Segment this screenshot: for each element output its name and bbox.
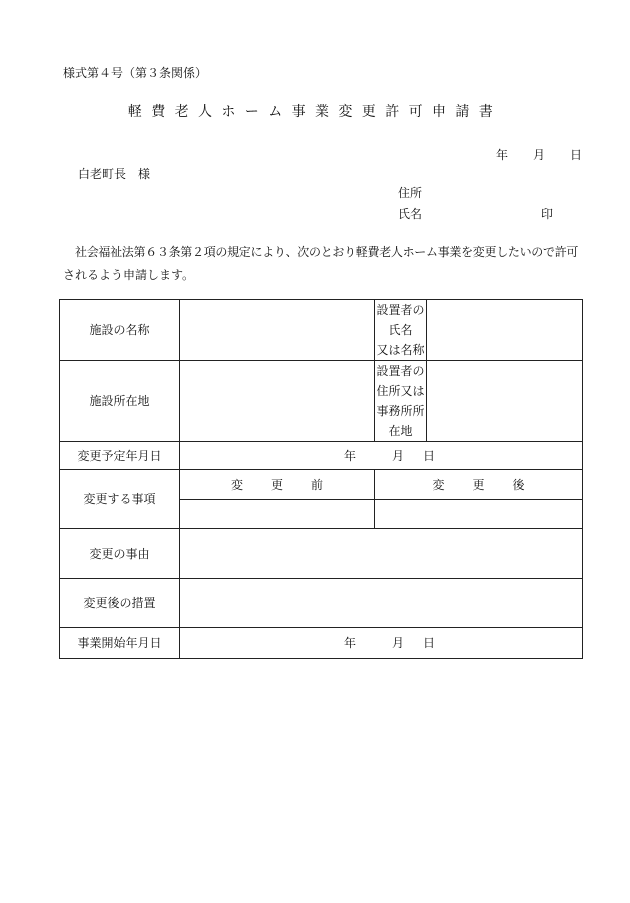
before-change-header bbox=[180, 470, 375, 500]
table-row bbox=[60, 361, 583, 442]
table-row bbox=[60, 529, 583, 579]
seal-mark: 印 bbox=[541, 207, 554, 221]
founder-name-field[interactable] bbox=[427, 300, 583, 361]
form-title: 軽費老人ホーム事業変更許可申請書 bbox=[127, 104, 503, 120]
facility-location-label: 施設所在地 bbox=[60, 361, 180, 442]
before-change-char-2: 更 bbox=[270, 477, 283, 492]
address-label: 住所 bbox=[398, 186, 423, 200]
founder-address-line-2: 事務所所在地 bbox=[376, 404, 425, 438]
form-number: 様式第４号（第３条関係） bbox=[63, 66, 208, 80]
date-month-label: 月 bbox=[533, 148, 546, 162]
change-items-label: 変更する事項 bbox=[60, 470, 180, 529]
date-year-label: 年 bbox=[496, 148, 509, 162]
after-change-char-2: 更 bbox=[472, 477, 485, 492]
founder-name-label bbox=[375, 300, 427, 361]
addressee: 白老町長 様 bbox=[78, 167, 151, 181]
statement-line-1: 社会福祉法第６３条第２項の規定により、次のとおり軽費老人ホーム事業を変更したいので許可 bbox=[75, 245, 579, 259]
planned-change-date-label: 変更予定年月日 bbox=[60, 442, 180, 470]
founder-name-line-1: 設置者の氏名 bbox=[376, 303, 425, 337]
application-form-table bbox=[59, 299, 583, 659]
start-day-label: 日 bbox=[422, 636, 435, 650]
facility-location-field[interactable] bbox=[180, 361, 375, 442]
planned-month-label: 月 bbox=[391, 448, 404, 463]
start-month-label: 月 bbox=[391, 636, 404, 650]
facility-name-label: 施設の名称 bbox=[60, 300, 180, 361]
planned-year-label: 年 bbox=[343, 448, 356, 463]
founder-name-line-2: 又は名称 bbox=[376, 343, 425, 357]
after-change-char-1: 変 bbox=[432, 477, 445, 492]
planned-day-label: 日 bbox=[422, 448, 435, 463]
application-statement bbox=[63, 241, 583, 287]
table-row bbox=[60, 442, 583, 470]
reason-field[interactable] bbox=[180, 529, 583, 579]
measures-after-label: 変更後の措置 bbox=[60, 579, 180, 628]
before-change-char-1: 変 bbox=[230, 477, 243, 492]
planned-change-date-field[interactable] bbox=[180, 442, 583, 470]
date-day-label: 日 bbox=[570, 148, 583, 162]
statement-line-2: されるよう申請します。 bbox=[63, 268, 195, 282]
founder-address-line-1: 設置者の住所又は bbox=[376, 364, 425, 398]
table-row bbox=[60, 628, 583, 659]
before-change-char-3: 前 bbox=[311, 477, 324, 492]
application-date bbox=[496, 146, 582, 163]
founder-address-label bbox=[375, 361, 427, 442]
after-change-field[interactable] bbox=[375, 500, 583, 529]
after-change-header bbox=[375, 470, 583, 500]
start-date-field[interactable] bbox=[180, 628, 583, 659]
start-year-label: 年 bbox=[343, 636, 356, 650]
before-change-field[interactable] bbox=[180, 500, 375, 529]
facility-name-field[interactable] bbox=[180, 300, 375, 361]
table-row bbox=[60, 470, 583, 500]
table-row bbox=[60, 579, 583, 628]
name-label: 氏名 bbox=[398, 207, 423, 221]
measures-after-field[interactable] bbox=[180, 579, 583, 628]
founder-address-field[interactable] bbox=[427, 361, 583, 442]
table-row bbox=[60, 300, 583, 361]
after-change-char-3: 後 bbox=[512, 477, 525, 492]
start-date-label: 事業開始年月日 bbox=[60, 628, 180, 659]
reason-label: 変更の事由 bbox=[60, 529, 180, 579]
